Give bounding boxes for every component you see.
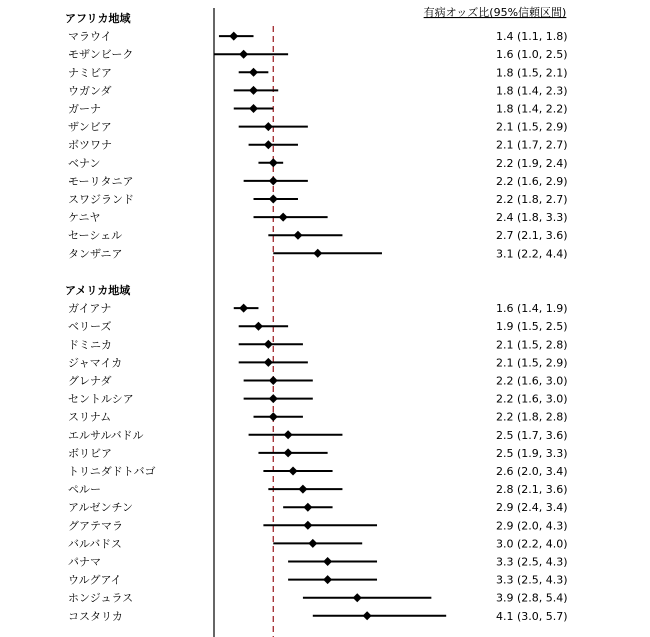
forest-rows: [65, 11, 568, 623]
odds-ratio-value: 2.5 (1.7, 3.6): [496, 428, 568, 442]
odds-ratio-value: 2.2 (1.6, 3.0): [496, 374, 568, 388]
point-estimate-marker: [269, 158, 278, 167]
row-label: スワジランド: [68, 193, 134, 206]
odds-ratio-value: 2.1 (1.7, 2.7): [496, 138, 568, 152]
odds-ratio-value: 2.2 (1.9, 2.4): [496, 156, 568, 170]
point-estimate-marker: [298, 485, 307, 494]
row-label: モザンビーク: [68, 48, 134, 62]
row-label: スリナム: [68, 410, 112, 424]
odds-ratio-value: 2.8 (2.1, 3.6): [496, 483, 568, 497]
row-label: ガーナ: [68, 102, 101, 116]
odds-ratio-value: 1.6 (1.0, 2.5): [496, 48, 568, 62]
point-estimate-marker: [249, 86, 258, 95]
point-estimate-marker: [323, 557, 332, 566]
point-estimate-marker: [239, 50, 248, 59]
point-estimate-marker: [308, 539, 317, 548]
row-label: ザンビア: [68, 120, 112, 134]
row-label: ホンジュラス: [68, 591, 134, 605]
row-label: ウガンダ: [68, 84, 112, 98]
odds-ratio-value: 2.2 (1.6, 3.0): [496, 392, 568, 406]
point-estimate-marker: [269, 394, 278, 403]
point-estimate-marker: [269, 195, 278, 204]
point-estimate-marker: [279, 213, 288, 222]
odds-ratio-value: 2.2 (1.8, 2.8): [496, 410, 568, 424]
odds-ratio-value: 1.8 (1.4, 2.3): [496, 84, 568, 98]
point-estimate-marker: [264, 340, 273, 349]
odds-ratio-value: 1.8 (1.4, 2.2): [496, 102, 568, 116]
point-estimate-marker: [313, 249, 322, 258]
point-estimate-marker: [303, 503, 312, 512]
odds-ratio-value: 1.9 (1.5, 2.5): [496, 320, 568, 334]
odds-ratio-value: 3.3 (2.5, 4.3): [496, 555, 568, 569]
row-label: ケニヤ: [68, 211, 101, 225]
odds-ratio-value: 3.3 (2.5, 4.3): [496, 573, 568, 587]
row-label: グレナダ: [68, 374, 112, 388]
point-estimate-marker: [264, 122, 273, 131]
group-title: アフリカ地域: [65, 12, 131, 25]
row-label: ベリーズ: [68, 320, 112, 334]
odds-ratio-value: 1.6 (1.4, 1.9): [496, 302, 568, 316]
odds-ratio-value: 2.2 (1.6, 2.9): [496, 174, 568, 188]
odds-ratio-value: 1.8 (1.5, 2.1): [496, 66, 568, 80]
odds-ratio-value: 2.9 (2.0, 4.3): [496, 519, 568, 533]
point-estimate-marker: [293, 231, 302, 240]
row-label: バルバドス: [68, 537, 122, 551]
odds-ratio-value: 2.1 (1.5, 2.8): [496, 338, 568, 352]
point-estimate-marker: [249, 68, 258, 77]
point-estimate-marker: [269, 176, 278, 185]
row-label: トリニダドトバゴ: [68, 465, 156, 478]
odds-ratio-value: 2.9 (2.4, 3.4): [496, 501, 568, 515]
point-estimate-marker: [249, 104, 258, 113]
odds-ratio-value: 3.1 (2.2, 4.4): [496, 247, 568, 261]
point-estimate-marker: [289, 467, 298, 476]
point-estimate-marker: [353, 593, 362, 602]
group-title: アメリカ地域: [65, 284, 131, 297]
row-label: ウルグアイ: [68, 573, 122, 587]
point-estimate-marker: [303, 521, 312, 530]
row-label: ボリビア: [68, 446, 112, 460]
row-label: アルゼンチン: [68, 501, 134, 515]
point-estimate-marker: [239, 304, 248, 313]
point-estimate-marker: [269, 376, 278, 385]
point-estimate-marker: [264, 358, 273, 367]
row-label: グアテマラ: [68, 519, 123, 533]
row-label: ガイアナ: [68, 302, 112, 316]
odds-ratio-value: 3.9 (2.8, 5.4): [496, 591, 568, 605]
row-label: コスタリカ: [68, 609, 123, 623]
point-estimate-marker: [229, 32, 238, 41]
point-estimate-marker: [363, 611, 372, 620]
odds-ratio-value: 2.2 (1.8, 2.7): [496, 193, 568, 206]
odds-ratio-value: 2.1 (1.5, 2.9): [496, 356, 568, 370]
row-label: ナミビア: [68, 66, 112, 80]
odds-ratio-value: 2.5 (1.9, 3.3): [496, 446, 568, 460]
row-label: モーリタニア: [68, 174, 134, 188]
odds-ratio-value: 3.0 (2.2, 4.0): [496, 537, 568, 551]
row-label: ペルー: [68, 483, 101, 497]
odds-ratio-value: 2.6 (2.0, 3.4): [496, 465, 568, 478]
chart-header: 有病オッズ比(95%信頼区間): [423, 6, 567, 19]
row-label: マラウイ: [68, 30, 112, 44]
point-estimate-marker: [269, 412, 278, 421]
row-label: ジャマイカ: [68, 356, 123, 370]
point-estimate-marker: [254, 322, 263, 331]
row-label: ボツワナ: [68, 138, 112, 152]
row-label: ベナン: [68, 156, 101, 170]
row-label: タンザニア: [68, 247, 123, 261]
row-label: ドミニカ: [68, 338, 112, 352]
row-label: セーシェル: [68, 229, 123, 243]
row-label: セントルシア: [68, 392, 134, 406]
point-estimate-marker: [323, 575, 332, 584]
odds-ratio-value: 2.7 (2.1, 3.6): [496, 229, 568, 243]
odds-ratio-value: 4.1 (3.0, 5.7): [496, 609, 568, 623]
odds-ratio-value: 2.1 (1.5, 2.9): [496, 120, 568, 134]
point-estimate-marker: [284, 430, 293, 439]
odds-ratio-value: 2.4 (1.8, 3.3): [496, 211, 568, 225]
point-estimate-marker: [284, 448, 293, 457]
row-label: パナマ: [68, 555, 101, 569]
point-estimate-marker: [264, 140, 273, 149]
odds-ratio-value: 1.4 (1.1, 1.8): [496, 30, 568, 44]
row-label: エルサルバドル: [68, 428, 144, 442]
